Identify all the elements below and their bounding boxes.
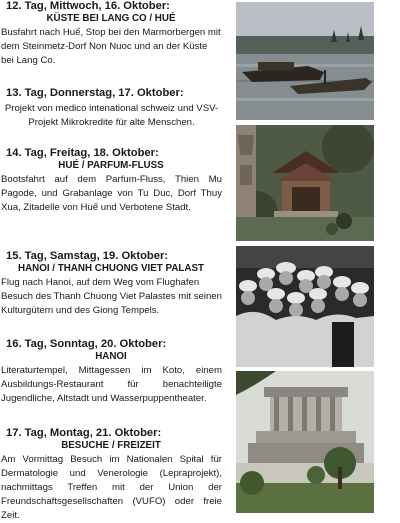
day-heading: 14. Tag, Freitag, 18. Oktober: xyxy=(6,147,159,159)
mausoleum-photo xyxy=(236,371,374,513)
chef-group-photo xyxy=(236,246,374,367)
day-description: Bootsfahrt auf dem Parfum-Fluss, Thien Mu Pagode, und Grabanlage von Tu Duc, Dorf Thuy Xua, Zitadelle von Huế und Verbotene Stadt. xyxy=(1,174,222,213)
day-subheading: KÜSTE BEI LANG CO / HUÉ xyxy=(46,13,176,24)
boat-river-photo xyxy=(236,2,374,120)
day-heading: 17. Tag, Montag, 21. Oktober: xyxy=(6,427,162,439)
day-heading: 13. Tag, Donnerstag, 17. Oktober: xyxy=(6,87,184,99)
day-subheading: HANOI / THANH CHUONG VIET PALAST xyxy=(18,263,204,274)
day-heading: 12. Tag, Mittwoch, 16. Oktober: xyxy=(6,0,170,12)
day-description: Flug nach Hanoi, auf dem Weg vom Flughafen Besuch des Thanh Chuong Viet Palastes mit seinen Kulturgütern und des Giong Tempels. xyxy=(1,277,222,316)
day-15-section xyxy=(0,250,222,318)
day-12-section xyxy=(0,0,222,68)
day-subheading: HUÉ / PARFUM-FLUSS xyxy=(58,160,164,171)
day-14-section xyxy=(0,147,222,215)
day-description: Am Vormittag Besuch im Nationalen Spital für Dermatologie und Venerologie (Lepraprojekt), nachmittags Treffen mit der Union der Freundschaftsgesellschaften (VUFO) oder freie Zeit. xyxy=(1,454,222,521)
day-description: Busfahrt nach Huế, Stop bei den Marmorbergen mit dem Steinmetz-Dorf Non Nuoc und an der Küste bei Lang Co. xyxy=(1,27,221,66)
day-subheading: HANOI xyxy=(95,351,127,362)
day-13-section xyxy=(0,87,222,130)
day-heading: 15. Tag, Samstag, 19. Oktober: xyxy=(6,250,169,262)
day-description: Literaturtempel, Mittagessen im Koto, einem Ausbildungs-Restaurant für benachteiligte Jugendliche, Altstadt und Wasserpuppentheater. xyxy=(1,365,222,404)
pagoda-garden-photo xyxy=(236,125,374,241)
day-17-section xyxy=(0,427,222,523)
day-description: Projekt von medico intenational schweiz und VSV-Projekt Mikrokredite für alte Menschen. xyxy=(4,103,219,128)
day-subheading: BESUCHE / FREIZEIT xyxy=(61,440,161,451)
day-16-section xyxy=(0,338,222,406)
day-heading: 16. Tag, Sonntag, 20. Oktober: xyxy=(6,338,167,350)
